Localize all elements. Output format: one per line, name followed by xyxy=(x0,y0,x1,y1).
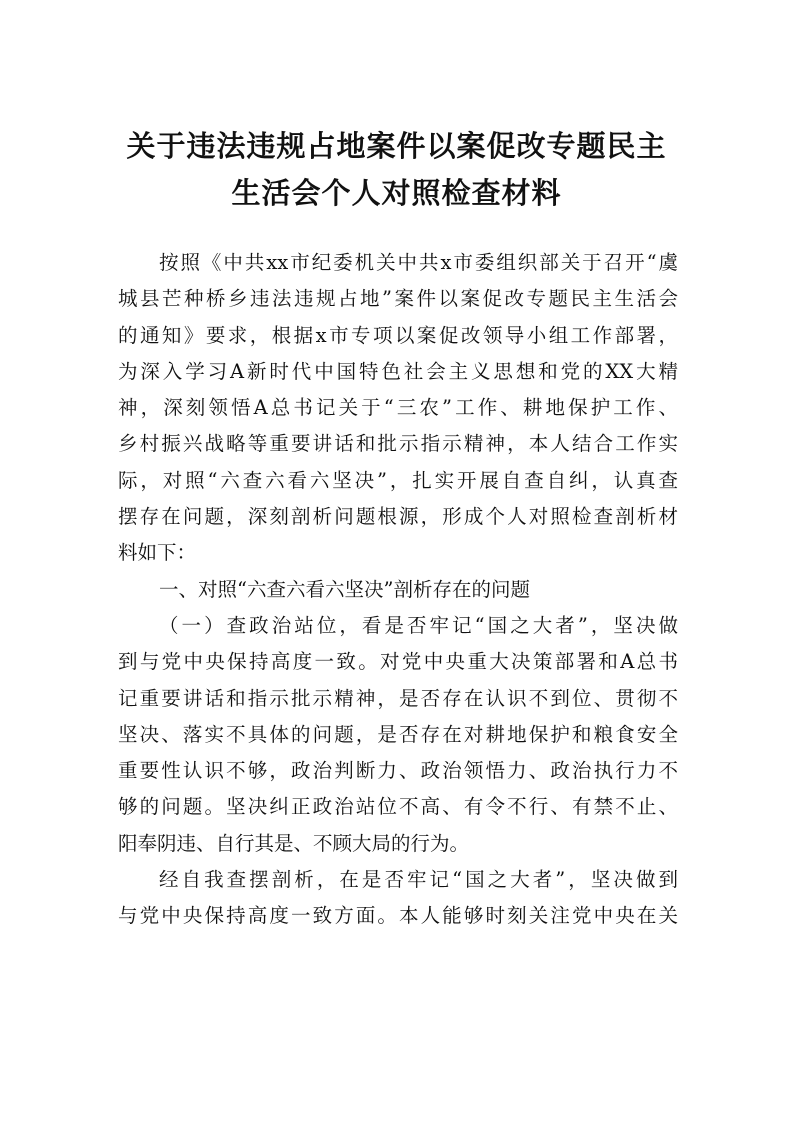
document-body xyxy=(118,245,678,935)
document-title-line-2: 生活会个人对照检查材料 xyxy=(231,176,562,210)
body-line-2: 城县芒种桥乡违法违规占地”案件以案促改专题民主生活会 xyxy=(118,287,678,311)
body-line-11: （一）查政治站位，看是否牢记“国之大者”，坚决做 xyxy=(159,613,678,637)
document-title-line-1: 关于违法违规占地案件以案促改专题民主 xyxy=(126,129,667,163)
body-line-5: 神，深刻领悟A总书记关于“三农”工作、耕地保护工作、 xyxy=(118,396,678,420)
body-line-18: 经自我查摆剖析，在是否牢记“国之大者”，坚决做到 xyxy=(159,868,678,892)
section-heading-1: 一、对照“六查六看六坚决”剖析存在的问题 xyxy=(159,577,530,601)
body-line-16: 够的问题。坚决纠正政治站位不高、有令不行、有禁不止、 xyxy=(118,795,678,819)
body-line-19: 与党中央保持高度一致方面。本人能够时刻关注党中央在关 xyxy=(118,904,678,928)
body-line-8: 摆存在问题，深刻剖析问题根源，形成个人对照检查剖析材 xyxy=(118,505,678,529)
body-line-14: 坚决、落实不具体的问题，是否存在对耕地保护和粮食安全 xyxy=(118,722,678,746)
body-line-4: 为深入学习A新时代中国特色社会主义思想和党的XX大精 xyxy=(118,359,678,383)
body-line-17: 阳奉阴违、自行其是、不顾大局的行为。 xyxy=(118,831,470,855)
body-line-9: 料如下： xyxy=(118,541,197,565)
body-line-1: 按照《中共xx市纪委机关中共x市委组织部关于召开“虞 xyxy=(159,251,678,274)
body-line-3: 的通知》要求，根据x市专项以案促改领导小组工作部署， xyxy=(118,323,678,347)
body-line-7: 际，对照“六查六看六坚决”，扎实开展自查自纠，认真查 xyxy=(118,468,678,492)
body-line-13: 记重要讲话和指示批示精神，是否存在认识不到位、贯彻不 xyxy=(118,686,678,710)
body-line-15: 重要性认识不够，政治判断力、政治领悟力、政治执行力不 xyxy=(118,759,678,783)
body-line-12: 到与党中央保持高度一致。对党中央重大决策部署和A总书 xyxy=(118,650,678,674)
body-line-6: 乡村振兴战略等重要讲话和批示指示精神，本人结合工作实 xyxy=(118,432,678,456)
